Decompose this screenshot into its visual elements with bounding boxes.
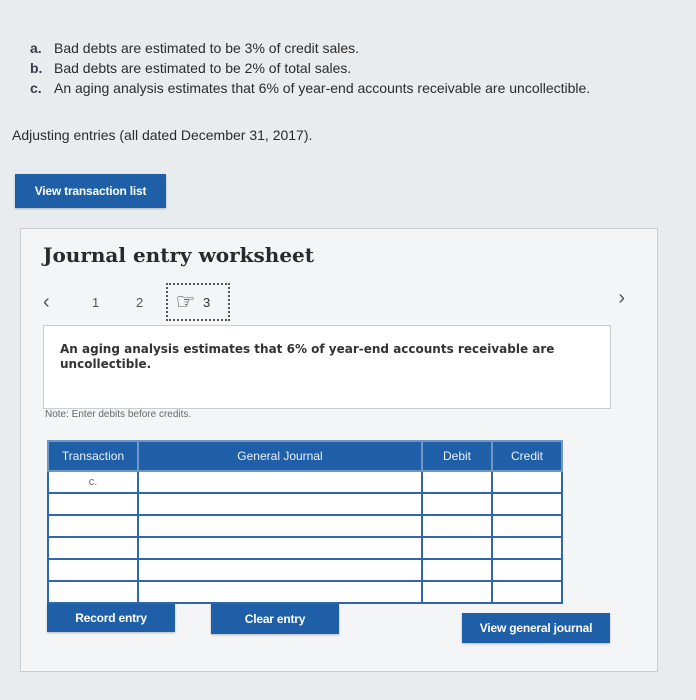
hand-cursor-icon: ☞ bbox=[175, 289, 196, 314]
adjusting-heading: Adjusting entries (all dated December 31, 2017). bbox=[12, 127, 313, 143]
credit-input[interactable] bbox=[492, 493, 562, 515]
table-row bbox=[48, 471, 562, 493]
table-row bbox=[48, 559, 562, 581]
page-3-current[interactable] bbox=[166, 283, 230, 321]
view-transaction-list-button[interactable]: View transaction list bbox=[15, 174, 166, 208]
worksheet-title: Journal entry worksheet bbox=[43, 243, 315, 267]
credit-input[interactable] bbox=[492, 581, 562, 603]
record-entry-button[interactable]: Record entry bbox=[47, 604, 175, 632]
debit-input[interactable] bbox=[422, 581, 492, 603]
transaction-cell bbox=[48, 581, 138, 603]
account-input[interactable] bbox=[138, 471, 422, 493]
item-letter: b. bbox=[30, 60, 43, 76]
debit-input[interactable] bbox=[422, 493, 492, 515]
item-text: Bad debts are estimated to be 2% of total sales. bbox=[54, 60, 352, 76]
table-row bbox=[48, 493, 562, 515]
account-input[interactable] bbox=[138, 493, 422, 515]
credit-input[interactable] bbox=[492, 559, 562, 581]
item-text: Bad debts are estimated to be 3% of credit sales. bbox=[54, 40, 360, 56]
account-input[interactable] bbox=[138, 515, 422, 537]
worksheet-pagination bbox=[43, 283, 230, 321]
clear-entry-button[interactable]: Clear entry bbox=[211, 604, 339, 634]
credit-input[interactable] bbox=[492, 537, 562, 559]
problem-list bbox=[30, 38, 590, 98]
journal-entry-worksheet bbox=[20, 228, 658, 672]
header-credit: Credit bbox=[492, 441, 562, 471]
item-text: An aging analysis estimates that 6% of year-end accounts receivable are uncollectible. bbox=[54, 80, 591, 96]
account-input[interactable] bbox=[138, 559, 422, 581]
credit-input[interactable] bbox=[492, 471, 562, 493]
header-debit: Debit bbox=[422, 441, 492, 471]
transaction-cell bbox=[48, 537, 138, 559]
list-item bbox=[30, 58, 590, 78]
journal-table bbox=[47, 440, 563, 604]
table-row bbox=[48, 515, 562, 537]
debit-input[interactable] bbox=[422, 515, 492, 537]
transaction-description: An aging analysis estimates that 6% of year-end accounts receivable are uncollectible. bbox=[43, 325, 611, 409]
item-letter: a. bbox=[30, 40, 42, 56]
item-letter: c. bbox=[30, 80, 42, 96]
view-general-journal-button[interactable]: View general journal bbox=[462, 613, 610, 643]
list-item bbox=[30, 38, 590, 58]
transaction-cell bbox=[48, 493, 138, 515]
debit-input[interactable] bbox=[422, 471, 492, 493]
account-input[interactable] bbox=[138, 581, 422, 603]
account-input[interactable] bbox=[138, 537, 422, 559]
chevron-left-icon[interactable]: ‹ bbox=[43, 290, 50, 313]
page-1[interactable]: 1 bbox=[92, 294, 100, 310]
note-text: Note: Enter debits before credits. bbox=[45, 409, 192, 420]
debit-input[interactable] bbox=[422, 537, 492, 559]
credit-input[interactable] bbox=[492, 515, 562, 537]
debit-input[interactable] bbox=[422, 559, 492, 581]
page-2[interactable]: 2 bbox=[136, 294, 144, 310]
header-transaction: Transaction bbox=[48, 441, 138, 471]
transaction-cell bbox=[48, 515, 138, 537]
table-row bbox=[48, 537, 562, 559]
transaction-cell bbox=[48, 559, 138, 581]
transaction-cell: c. bbox=[48, 471, 138, 493]
page-3-label: 3 bbox=[203, 294, 211, 310]
chevron-right-icon[interactable]: › bbox=[618, 287, 625, 309]
table-row bbox=[48, 581, 562, 603]
header-general-journal: General Journal bbox=[138, 441, 422, 471]
list-item bbox=[30, 78, 590, 98]
